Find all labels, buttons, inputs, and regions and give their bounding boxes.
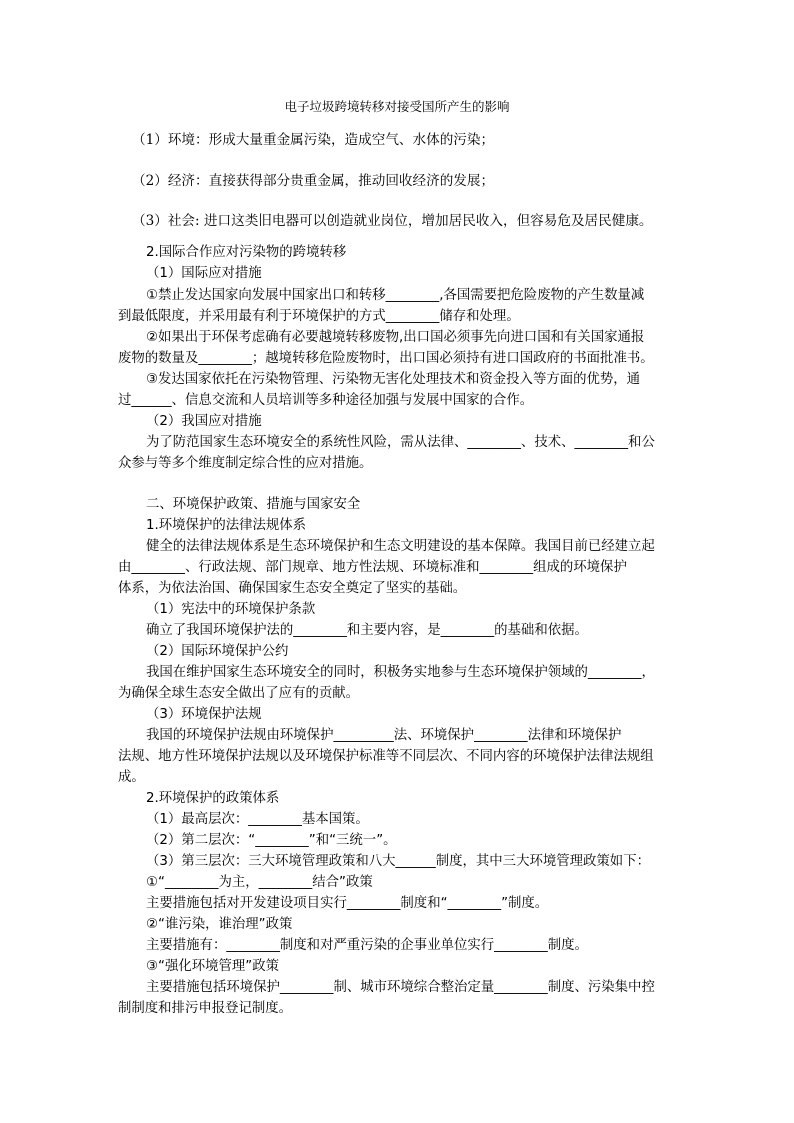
text-line: （2）第二层次：“________”和“三统一”。 (146, 833, 397, 848)
document-title: 电子垃圾跨境转移对接受国所产生的影响 (284, 99, 510, 114)
text-line: 由________、行政法规、部门规章、地方性法规、环境标准和________组成的环境保护 (118, 560, 627, 575)
section-heading: 2.环境保护的政策体系 (146, 791, 280, 806)
text-line: 体系，为依法治国、确保国家生态安全奠定了坚实的基础。 (118, 581, 467, 596)
section-heading: 1.环境保护的法律法规体系 (146, 518, 307, 533)
text-line: 主要措施有：________制度和对严重污染的企事业单位实行________制度。 (146, 938, 588, 953)
text-line: （1）环境：形成大量重金属污染，造成空气、水体的污染； (132, 132, 495, 148)
text-line: ①禁止发达国家向发展中国家出口和转移________,各国需要把危险废物的产生数量减 (146, 288, 645, 303)
text-line: 主要措施包括环境保护________制、城市环境综合整治定量________制度、污染集中控 (146, 980, 655, 995)
sub-heading: （1）国际应对措施 (146, 266, 262, 281)
text-line: 到最低限度，并采用最有利于环境保护的方式________储存和处理。 (118, 309, 520, 324)
text-line: （1）最高层次：________基本国策。 (146, 812, 369, 827)
section-heading: 二、环境保护政策、措施与国家安全 (146, 497, 361, 512)
text-line: ②如果出于环保考虑确有必要越境转移废物,出口国必须事先向进口国和有关国家通报 (146, 330, 645, 345)
sub-heading: （3）环境保护法规 (146, 707, 262, 722)
text-line: ③“强化环境管理”政策 (146, 959, 280, 974)
text-line: 为了防范国家生态环境安全的系统性风险，需从法律、________、技术、________和公 (146, 435, 655, 450)
text-line: 废物的数量及________；越境转移危险废物时，出口国必须持有进口国政府的书面批准书。 (118, 351, 654, 366)
text-line: 确立了我国环境保护法的________和主要内容，是________的基础和依据。 (146, 623, 588, 638)
text-line: （3）第三层次：三大环境管理政策和八大______制度，其中三大环境管理政策如下： (146, 854, 650, 869)
sub-heading: （2）国际环境保护公约 (146, 644, 289, 659)
text-line: 过______、信息交流和人员培训等多种途径加强与发展中国家的合作。 (118, 393, 534, 408)
section-heading: 2.国际合作应对污染物的跨境转移 (146, 245, 347, 260)
text-line: 主要措施包括对开发建设项目实行________制度和“________”制度。 (146, 896, 549, 911)
text-line: （2）经济：直接获得部分贵重金属，推动回收经济的发展； (132, 173, 495, 189)
text-line: （3）社会: 进口这类旧电器可以创造就业岗位，增加居民收入，但容易危及居民健康。 (132, 213, 653, 229)
text-line: 制制度和排污申报登记制度。 (118, 1001, 293, 1016)
text-line: 法规、地方性环境保护法规以及环境保护标准等不同层次、不同内容的环境保护法律法规组 (118, 749, 654, 764)
text-line: 众参与等多个维度制定综合性的应对措施。 (118, 456, 373, 471)
text-line: ②“谁污染，谁治理”政策 (146, 917, 293, 932)
text-line: 成。 (118, 770, 145, 785)
text-line: 我国的环境保护法规由环境保护_________法、环境保护________法律和环境保护 (146, 728, 622, 743)
text-line: ①“________为主，________结合”政策 (146, 875, 373, 890)
sub-heading: （1）宪法中的环境保护条款 (146, 602, 316, 617)
text-line: 健全的法律法规体系是生态环境保护和生态文明建设的基本保障。我国目前已经建立起 (146, 539, 655, 554)
text-line: ③发达国家依托在污染物管理、污染物无害化处理技术和资金投入等方面的优势，通 (146, 372, 641, 387)
text-line: 为确保全球生态安全做出了应有的贡献。 (118, 686, 360, 701)
text-line: 我国在维护国家生态环境安全的同时，积极务实地参与生态环境保护领域的________， (146, 665, 655, 680)
sub-heading: （2）我国应对措施 (146, 414, 262, 429)
